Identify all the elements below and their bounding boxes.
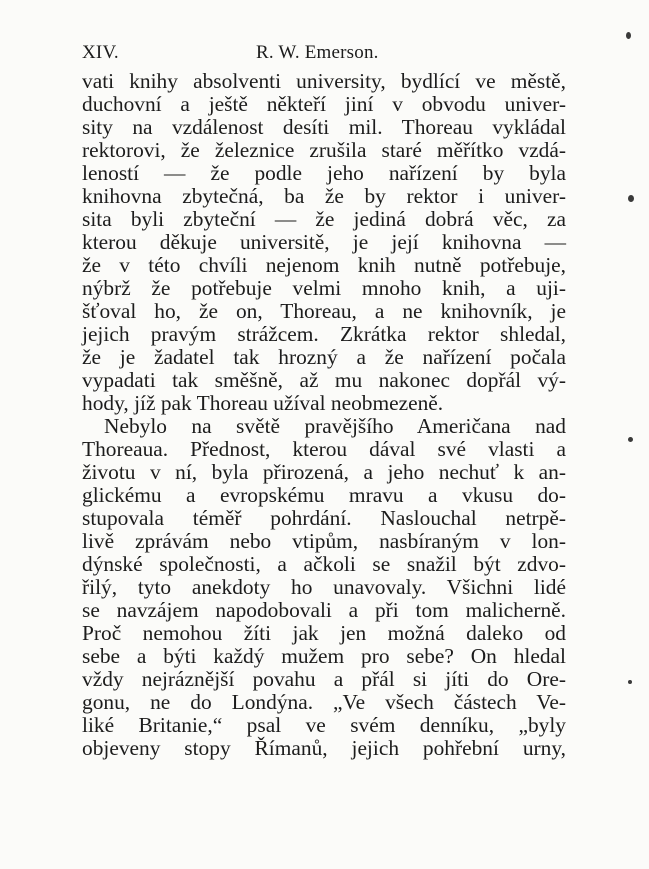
scan-speck: [628, 195, 634, 202]
text-line: vždy nejráznější povahu a přál si jíti do Ore-: [82, 667, 566, 691]
text-line: životu v ní, byla přirozená, a jeho nechuť k an-: [82, 460, 566, 484]
text-line: vypadati tak směšně, až mu nakonec dopřál vý-: [82, 368, 566, 392]
paragraph-start-line: Nebylo na světě pravějšího Američana nad: [104, 414, 566, 438]
scan-speck: [626, 32, 631, 39]
scan-speck: [628, 437, 633, 442]
text-line: liké Britanie,“ psal ve svém denníku, „byly: [82, 713, 566, 737]
text-line: duchovní a ještě někteří jiní v obvodu univer-: [82, 92, 566, 116]
text-line: řilý, tyto anekdoty ho unavovaly. Všichni lidé: [82, 575, 566, 599]
text-line: livě zprávám nebo vtipům, nasbíraným v lon-: [82, 529, 566, 553]
scan-speck: [628, 680, 632, 684]
text-line: sita byli zbyteční — že jediná dobrá věc, za: [82, 207, 566, 231]
page-header: [82, 42, 560, 66]
text-line: leností — že podle jeho nařízení by byla: [82, 161, 566, 185]
text-line: stupovala téměř pohrdání. Naslouchal netrpě-: [82, 506, 566, 530]
text-line: rektorovi, že železnice zrušila staré měřítko vzdá-: [82, 138, 566, 162]
text-line: že v této chvíli nejenom knih nutně potřebuje,: [82, 253, 566, 277]
text-line: sity na vzdálenost desíti mil. Thoreau vykládal: [82, 115, 566, 139]
text-line: gonu, ne do Londýna. „Ve všech částech Ve-: [82, 690, 566, 714]
text-line: Thoreaua. Přednost, kterou dával své vlasti a: [82, 437, 566, 461]
text-line: že je žadatel tak hrozný a že nařízení počala: [82, 345, 566, 369]
text-line: hody, jíž pak Thoreau užíval neobmezeně.: [82, 391, 444, 415]
text-line: se navzájem napodobovali a při tom malicherně.: [82, 598, 566, 622]
page-number: XIV.: [82, 42, 119, 63]
text-line: nýbrž že potřebuje velmi mnoho knih, a uji-: [82, 276, 566, 300]
body-text: [82, 70, 566, 760]
text-line: sebe a býti každý mužem pro sebe? On hledal: [82, 644, 566, 668]
text-line: kterou děkuje universitě, je její knihovna —: [82, 230, 566, 254]
running-head: R. W. Emerson.: [256, 42, 379, 63]
text-line: jejich pravým strážcem. Zkrátka rektor shledal,: [82, 322, 566, 346]
text-line: dýnské společnosti, a ačkoli se snažil být zdvo-: [82, 552, 566, 576]
text-line: vati knihy absolventi university, bydlící ve městě,: [82, 69, 566, 93]
text-line: objeveny stopy Římanů, jejich pohřební urny,: [82, 736, 566, 760]
text-line: šťoval ho, že on, Thoreau, a ne knihovník, je: [82, 299, 566, 323]
text-line: glickému a evropskému mravu a vkusu do-: [82, 483, 566, 507]
text-line: knihovna zbytečná, ba že by rektor i univer-: [82, 184, 566, 208]
text-line: Proč nemohou žíti jak jen možná daleko od: [82, 621, 566, 645]
